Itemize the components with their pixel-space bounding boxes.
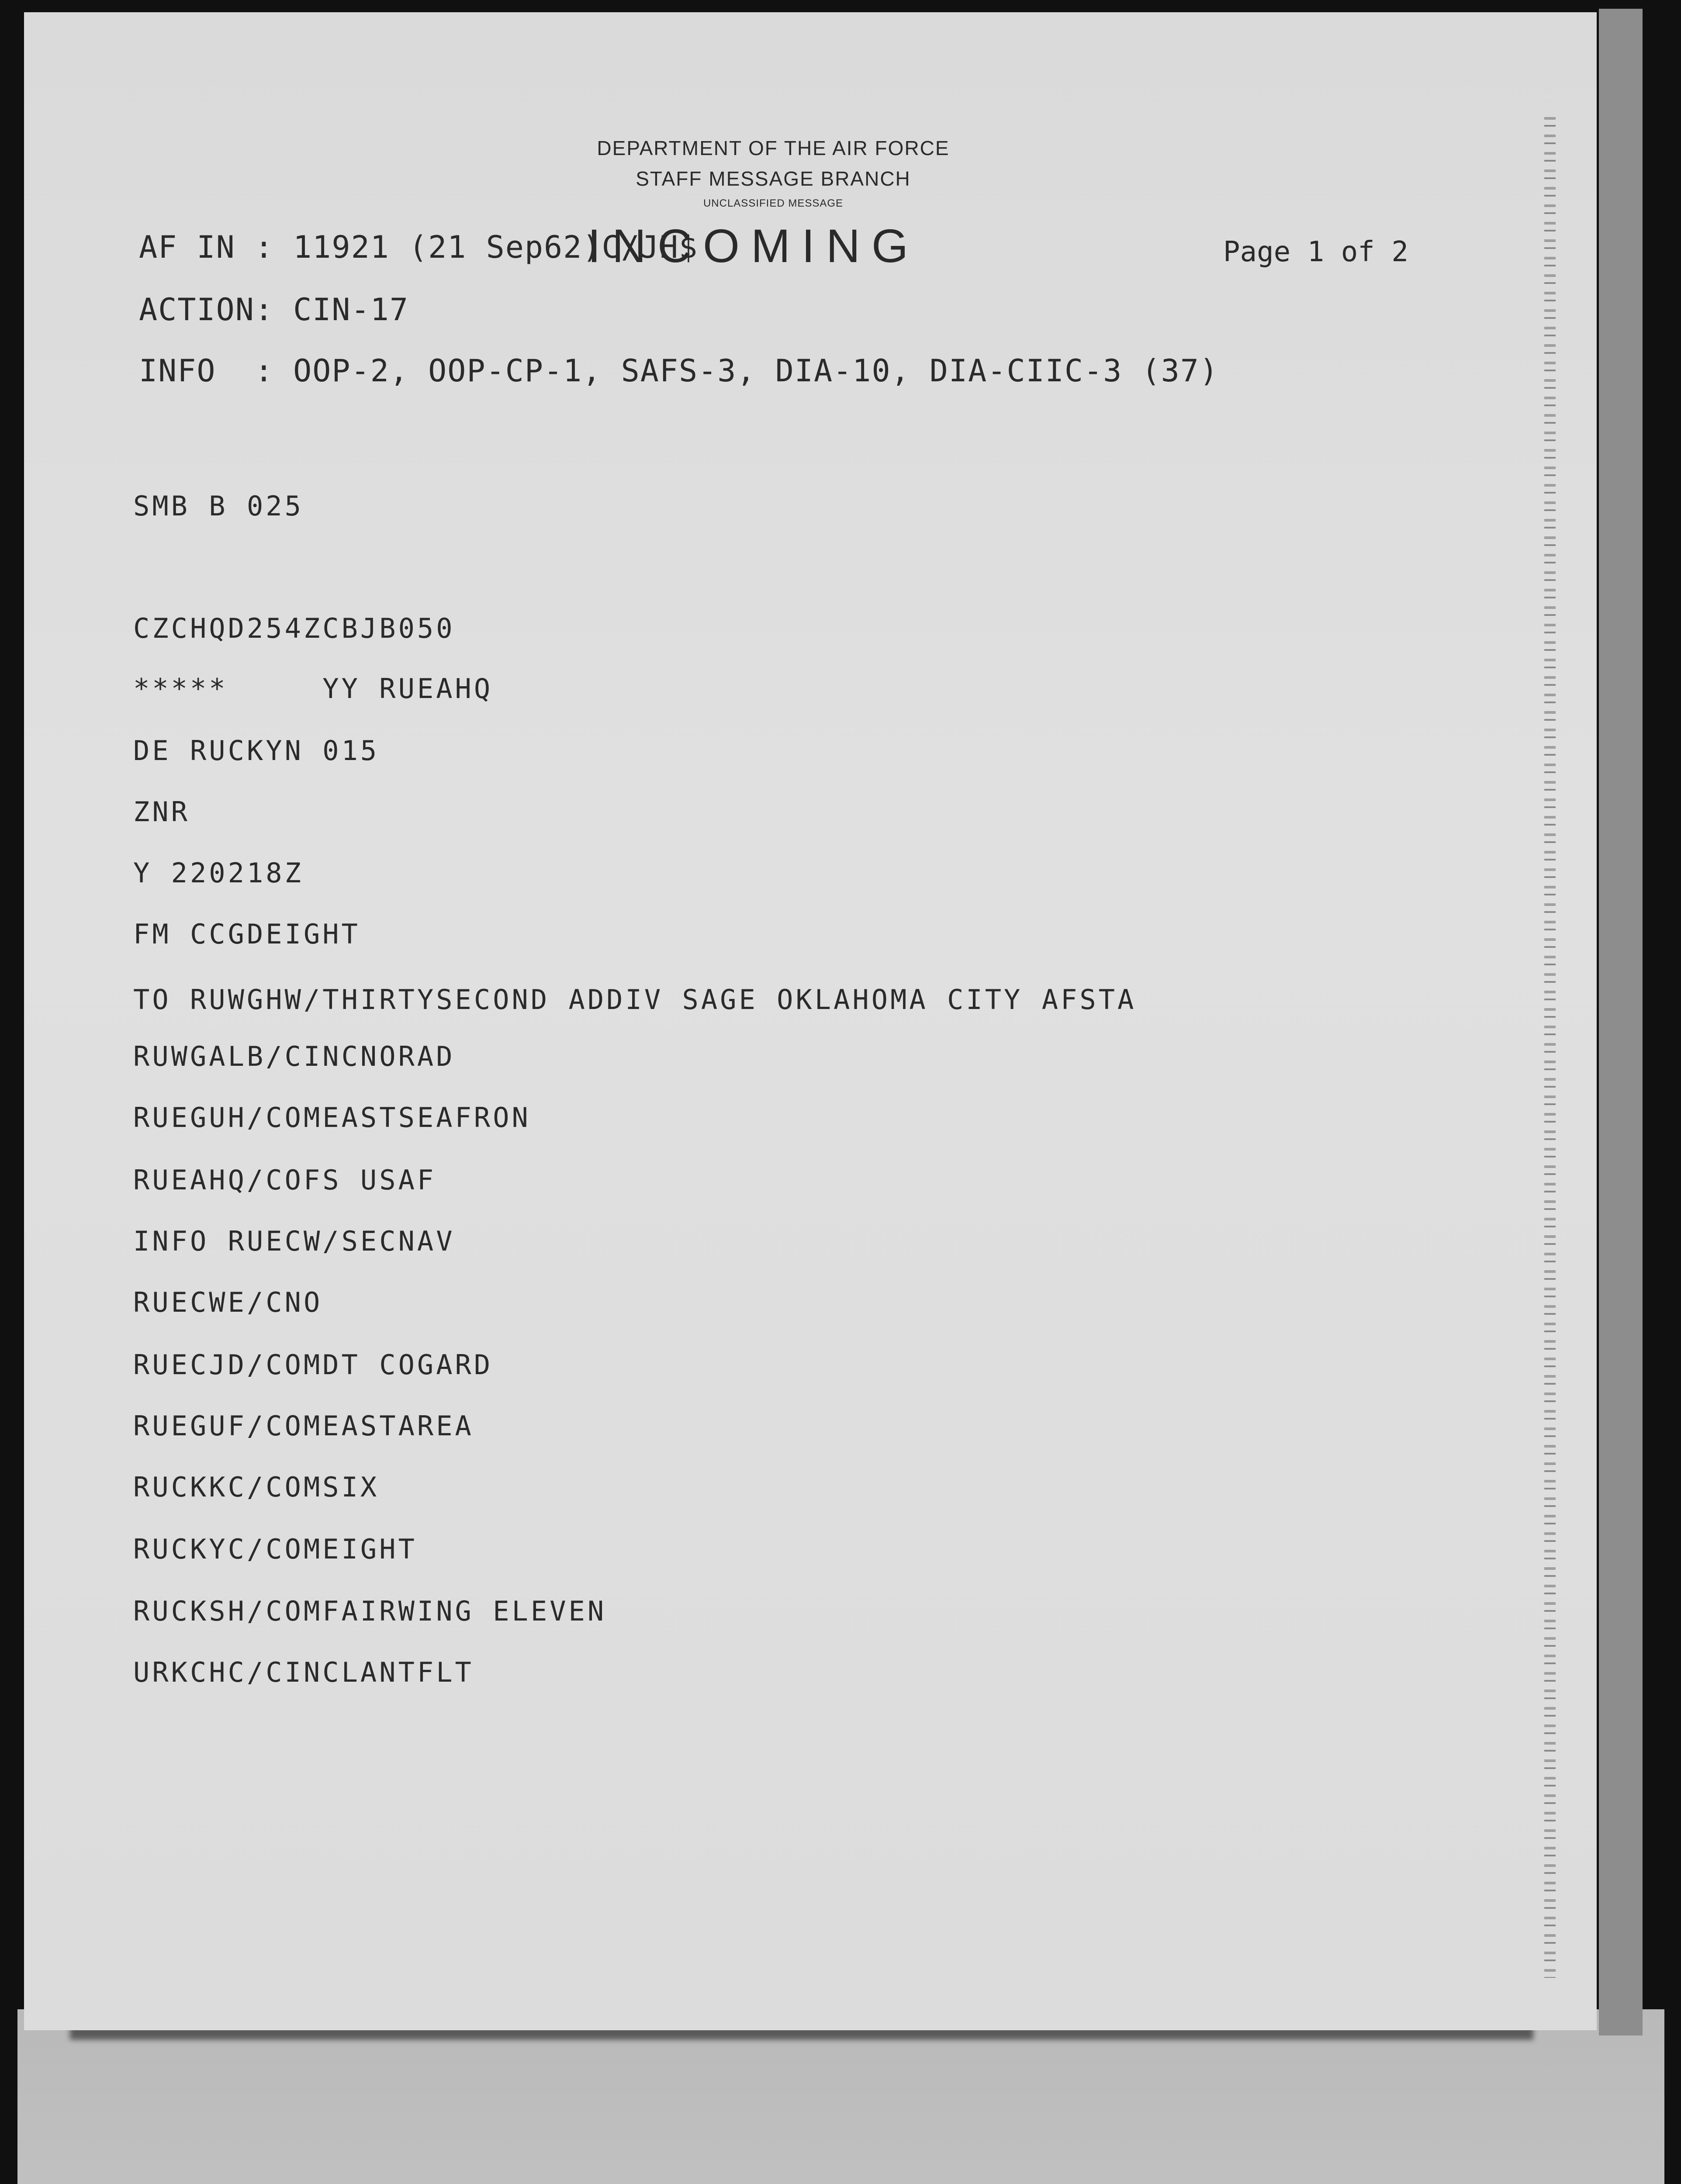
- message-line: SMB B 025: [133, 490, 304, 522]
- message-line: RUEAHQ/COFS USAF: [133, 1164, 436, 1196]
- department-heading: DEPARTMENT OF THE AIR FORCE: [597, 137, 950, 159]
- message-line: RUECJD/COMDT COGARD: [133, 1349, 493, 1381]
- message-line: Y 220218Z: [133, 857, 304, 889]
- message-line: RUCKSH/COMFAIRWING ELEVEN: [133, 1595, 607, 1627]
- message-line: FM CCGDEIGHT: [133, 918, 360, 950]
- page-indicator: Page 1 of 2: [1223, 236, 1408, 268]
- message-line: INFO RUECW/SECNAV: [133, 1225, 455, 1257]
- message-line: RUWGALB/CINCNORAD: [133, 1040, 455, 1072]
- info-distribution-line: INFO : OOP-2, OOP-CP-1, SAFS-3, DIA-10, DIA-CIIC-3 (37): [139, 353, 1219, 389]
- message-line: ***** YY RUEAHQ: [133, 673, 493, 705]
- message-line: CZCHQD254ZCBJB050: [133, 612, 455, 644]
- message-line: RUCKYC/COMEIGHT: [133, 1533, 417, 1565]
- af-in-reference: AF IN : 11921 (21 Sep62)C/JH$: [139, 229, 699, 265]
- classification-line: UNCLASSIFIED MESSAGE: [703, 197, 844, 209]
- message-line: RUECWE/CNO: [133, 1286, 323, 1318]
- message-line: RUEGUH/COMEASTSEAFRON: [133, 1102, 531, 1133]
- message-line: RUCKKC/COMSIX: [133, 1471, 380, 1503]
- paper-right-edge: [1599, 9, 1643, 2035]
- branch-heading: STAFF MESSAGE BRANCH: [636, 167, 911, 190]
- message-line: ZNR: [133, 796, 190, 828]
- message-line: URKCHC/CINCLANTFLT: [133, 1656, 474, 1688]
- action-line: ACTION: CIN-17: [139, 292, 409, 328]
- incoming-stamp: INCOMING: [588, 219, 920, 272]
- message-line: DE RUCKYN 015: [133, 735, 380, 767]
- message-line: TO RUWGHW/THIRTYSECOND ADDIV SAGE OKLAHOMA CITY AFSTA: [133, 984, 1137, 1016]
- message-line: RUEGUF/COMEASTAREA: [133, 1410, 474, 1442]
- perforated-edge: [1544, 117, 1556, 1978]
